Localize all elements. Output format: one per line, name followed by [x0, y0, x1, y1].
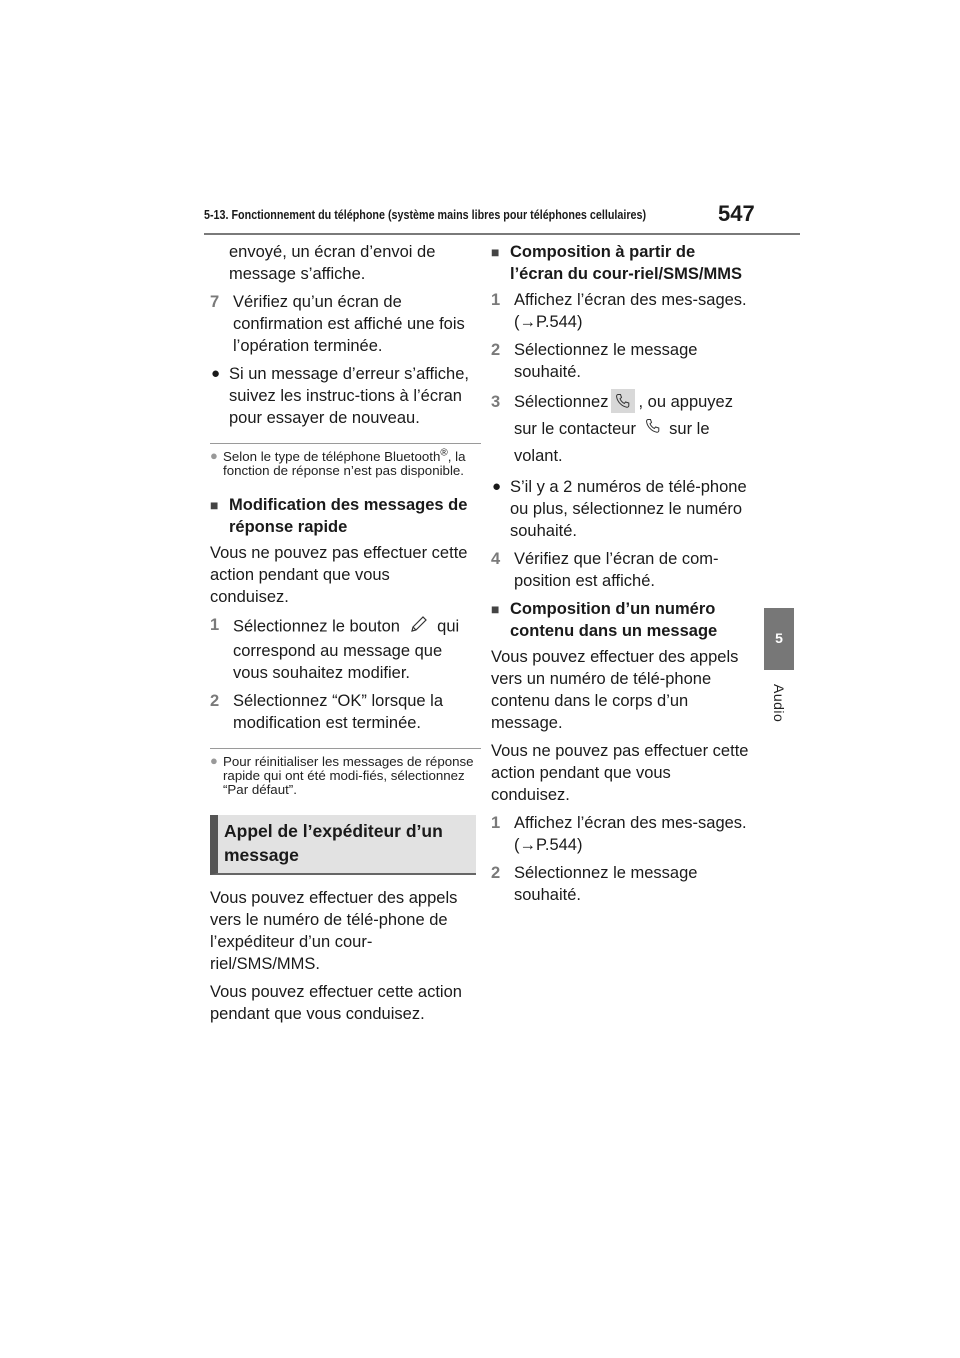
step-1-messages-b: [491, 812, 751, 856]
step-text: Vérifiez qu’un écran de confirmation est affiché une fois l’opération terminée.: [233, 293, 465, 355]
right-column: [491, 241, 751, 912]
page-header: [204, 203, 800, 235]
note-bluetooth: [210, 443, 481, 478]
step-number: 3: [491, 393, 501, 411]
subheading-text: Composition à partir de l’écran du cour-riel/SMS/MMS: [510, 243, 742, 283]
step-text: Affichez l’écran des mes-sages. (→P.544): [514, 814, 747, 855]
step-text: Vérifiez que l’écran de com-position est affiché.: [514, 550, 719, 591]
step-text: Sélectionnez “OK” lorsque la modification est terminée.: [233, 692, 444, 732]
step-text: Sélectionnez le message souhaité.: [514, 341, 698, 381]
step-text-e: volant.: [514, 447, 563, 466]
step-7: [210, 291, 470, 357]
subheading-text: Modification des messages de réponse rapide: [229, 496, 468, 536]
note-dot-icon: ●: [210, 753, 218, 768]
chapter-title: 5-13. Fonctionnement du téléphone (système mains libres pour téléphones cellulaires): [204, 208, 647, 222]
step-number: 2: [491, 341, 501, 359]
square-bullet-icon: ■: [491, 601, 500, 618]
step-text-a: Sélectionnez: [514, 393, 609, 411]
note-text: Pour réinitialiser les messages de réponse rapide qui ont été modi-fiés, sélectionnez “Par défaut”.: [223, 754, 474, 797]
paragraph-driving-restriction: Vous ne pouvez pas effectuer cette action pendant que vous conduisez.: [210, 544, 468, 606]
left-column: [210, 241, 474, 1031]
steering-phone-icon: [645, 416, 661, 443]
phone-icon: [611, 389, 635, 413]
paragraph-number-in-body: Vous pouvez effectuer des appels vers un numéro de télé-phone contenu dans le corps d’un message.: [491, 648, 739, 733]
step-2-select-b: [491, 862, 751, 906]
chapter-tab: [764, 608, 794, 670]
chapter-tab-label: Audio: [771, 684, 787, 723]
bullet-text: Si un message d’erreur s’affiche, suivez les instruc-tions à l’écran pour essayer de nouveau.: [229, 365, 469, 427]
note-reset: [210, 748, 481, 797]
paragraph-driving-restriction-2: Vous ne pouvez pas effectuer cette action pendant que vous conduisez.: [491, 742, 749, 805]
intro-line-1: envoyé, un écran d’envoi de: [229, 243, 436, 261]
step-number: 1: [491, 291, 501, 309]
step-text: Sélectionnez le message souhaité.: [514, 864, 698, 905]
bullet-multiple-numbers: [491, 476, 751, 542]
step-text-c: sur le contacteur: [514, 420, 636, 438]
step-text-d: sur le: [669, 420, 710, 438]
step-text-b: , ou appuyez: [638, 393, 733, 411]
intro-continuation: [210, 241, 470, 285]
step-number: 4: [491, 550, 501, 569]
section-paragraph-1: Vous pouvez effectuer des appels vers le numéro de télé-phone de l’expéditeur d’un cour-riel/SMS/MMS.: [210, 889, 458, 973]
section-heading: Appel de l’expéditeur d’un message: [210, 815, 476, 875]
step-text-a: Sélectionnez le bouton: [233, 617, 400, 636]
bullet-dot-icon: ●: [492, 478, 502, 496]
square-bullet-icon: ■: [210, 497, 219, 513]
step-number: 1: [491, 814, 501, 833]
subheading-number-in-message: [491, 598, 751, 642]
note-text-b: , la fonction de réponse n’est pas disponible.: [223, 449, 466, 478]
step-1-edit: [210, 614, 470, 684]
chapter-tab-number: 5: [775, 630, 783, 646]
step-4-verify: [491, 548, 751, 592]
note-dot-icon: ●: [210, 448, 218, 463]
step-number: 1: [210, 616, 220, 634]
note-text-a: Selon le type de téléphone Bluetooth: [223, 449, 441, 464]
bullet-error: [210, 363, 470, 429]
intro-line-2: message s’affiche.: [229, 265, 366, 283]
header-divider: [204, 233, 800, 235]
pencil-icon: [409, 614, 429, 640]
page-number: 547: [718, 201, 755, 226]
step-number: 2: [210, 692, 220, 710]
step-3-call: [491, 389, 751, 470]
step-2-ok: [210, 690, 470, 734]
registered-mark: ®: [440, 447, 448, 459]
step-text: Affichez l’écran des mes-sages. (→P.544): [514, 291, 747, 331]
subheading-dial-from-message: [491, 241, 751, 285]
section-paragraph-2: Vous pouvez effectuer cette action pendant que vous conduisez.: [210, 983, 462, 1023]
step-2-select: [491, 339, 751, 383]
bullet-dot-icon: ●: [211, 365, 221, 382]
step-number: 2: [491, 864, 501, 883]
subheading-quick-reply: [210, 494, 470, 538]
step-1-messages: [491, 289, 751, 333]
step-text-b: qui correspond au message que vous souhaitez modifier.: [233, 617, 460, 682]
subheading-text: Composition d’un numéro contenu dans un message: [510, 600, 718, 641]
square-bullet-icon: ■: [491, 244, 500, 260]
bullet-text: S’il y a 2 numéros de télé-phone ou plus, sélectionnez le numéro souhaité.: [510, 478, 747, 541]
step-number: 7: [210, 293, 220, 311]
